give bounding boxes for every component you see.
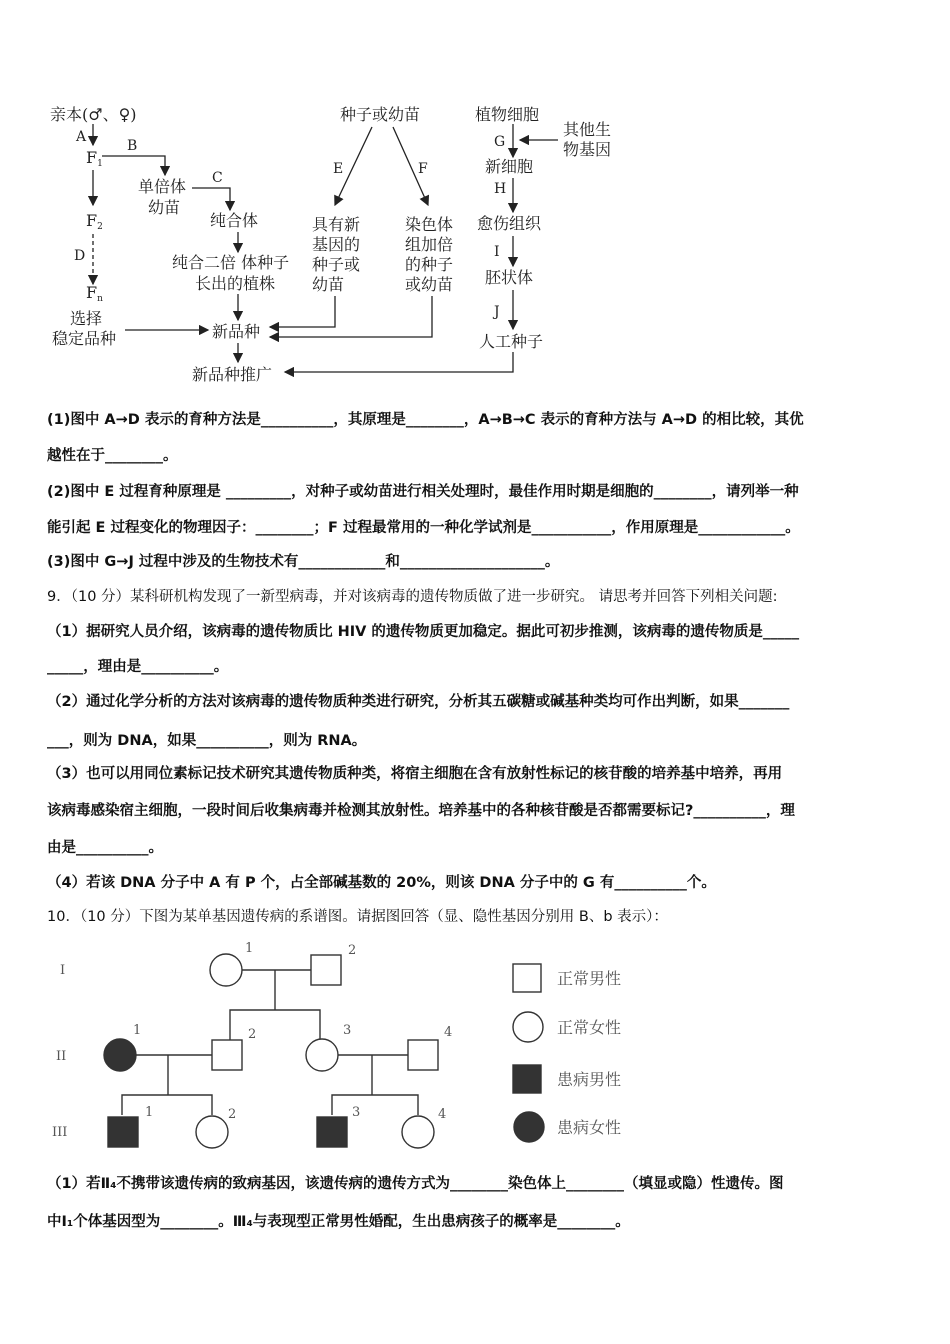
breeding-diagram <box>0 0 950 390</box>
pedigree-chart <box>0 930 950 1160</box>
II3-normal-female <box>306 1039 338 1071</box>
q9-part4-line: （4）若该 DNA 分子中 A 有 P 个，占全部碱基数的 20%，则该 DNA 分子中的 G 有__________个。 <box>47 875 716 891</box>
III4-normal-female <box>402 1116 434 1148</box>
II4-normal-male <box>408 1040 438 1070</box>
diploid-label-2: 长出的植株 <box>195 274 276 293</box>
gen-III-label: III <box>52 1125 68 1140</box>
legend-normal-male: 正常男性 <box>557 969 622 988</box>
legend-normal-male-symbol <box>513 964 541 992</box>
q9-part1-line1: （1）据研究人员介绍，该病毒的遗传物质比 HIV 的遗传物质更加稳定。据此可初步推测，该病毒的遗传物质是_____ <box>47 624 800 640</box>
II2-normal-male <box>212 1040 242 1070</box>
legend-normal-female: 正常女性 <box>557 1018 622 1037</box>
e-result-2: 基因的 <box>312 235 361 254</box>
gen-II-label: II <box>56 1049 67 1064</box>
I1-number: 1 <box>245 941 254 956</box>
III3-affected-male <box>317 1117 347 1147</box>
legend-normal-female-symbol <box>513 1012 543 1042</box>
e-result-3: 种子或 <box>312 255 361 274</box>
q10-heading: 10．（10 分）下图为某单基因遗传病的系谱图。请据图回答（显、隐性基因分别用 B、b 表示）： <box>47 909 668 925</box>
other-gene-2: 物基因 <box>563 140 612 159</box>
legend-affected-female-symbol <box>514 1112 544 1142</box>
legend-affected-female: 患病女性 <box>557 1118 622 1137</box>
II1-affected-female <box>104 1039 136 1071</box>
q9-part3-line2: 该病毒感染宿主细胞，一段时间后收集病毒并检测其放射性。培养基中的各种核苷酸是否都需要标记?__________，理 <box>47 803 795 819</box>
select-label-1: 选择 <box>70 309 103 328</box>
f-result-1: 染色体 <box>405 215 454 234</box>
pure-label: 纯合体 <box>210 211 259 230</box>
f2-label: F2 <box>86 211 103 232</box>
II3-number: 3 <box>343 1023 352 1038</box>
haploid-label-2: 幼苗 <box>148 198 181 217</box>
label-b: B <box>127 138 138 154</box>
q10-part1-line2: 中Ⅰ₁个体基因型为________。Ⅲ₄与表现型正常男性婚配，生出患病孩子的概率是________。 <box>47 1214 630 1230</box>
haploid-label-1: 单倍体 <box>138 177 187 196</box>
label-f: F <box>418 161 428 177</box>
label-a: A <box>76 129 87 145</box>
embryoid-label: 胚状体 <box>485 268 534 287</box>
II4-number: 4 <box>444 1025 453 1040</box>
gen-I-label: I <box>60 963 66 978</box>
parent-label: 亲本(♂、♀) <box>50 105 137 124</box>
II2-number: 2 <box>248 1027 257 1042</box>
artificial-seed-label: 人工种子 <box>479 332 544 351</box>
label-d: D <box>74 248 86 264</box>
q8-part2-line2: 能引起 E 过程变化的物理因子：________；F 过程最常用的一种化学试剂是___________，作用原理是____________。 <box>47 520 800 536</box>
II1-number: 1 <box>133 1023 142 1038</box>
III3-number: 3 <box>352 1105 361 1120</box>
promote-label: 新品种推广 <box>192 365 273 384</box>
I1-normal-female <box>210 954 242 986</box>
plant-cell-label: 植物细胞 <box>475 105 540 124</box>
q8-part3-line: (3)图中 G→J 过程中涉及的生物技术有____________和____________________。 <box>47 554 560 570</box>
legend-affected-male-symbol <box>513 1065 541 1093</box>
label-g: G <box>494 134 506 150</box>
other-gene-1: 其他生 <box>563 120 612 139</box>
new-variety-label: 新品种 <box>212 322 261 341</box>
f-result-3: 的种子 <box>405 255 454 274</box>
q9-part3-line1: （3）也可以用同位素标记技术研究其遗传物质种类，将宿主细胞在含有放射性标记的核苷酸的培养基中培养，再用 <box>47 766 783 782</box>
q8-part1-line2: 越性在于________。 <box>47 448 178 464</box>
III2-normal-female <box>196 1116 228 1148</box>
q9-part2-line2: ___，则为 DNA，如果__________，则为 RNA。 <box>47 733 367 749</box>
I2-number: 2 <box>348 943 357 958</box>
diploid-label-1: 纯合二倍 体种子 <box>172 253 290 272</box>
f-result-4: 或幼苗 <box>405 275 454 294</box>
q9-part3-line3: 由是__________。 <box>47 840 163 856</box>
select-label-2: 稳定品种 <box>52 329 117 348</box>
e-result-4: 幼苗 <box>312 275 345 294</box>
e-result-1: 具有新 <box>312 215 361 234</box>
label-j: J <box>494 304 500 320</box>
q9-part1-line2: _____，理由是__________。 <box>47 659 229 675</box>
q8-part2-line1: (2)图中 E 过程育种原理是 _________，对种子或幼苗进行相关处理时，最佳作用时期是细胞的________，请列举一种 <box>47 484 799 500</box>
seed-label: 种子或幼苗 <box>340 105 421 124</box>
I2-normal-male <box>311 955 341 985</box>
f1-label: F1 <box>86 148 103 169</box>
q8-part1-line1: (1)图中 A→D 表示的育种方法是__________，其原理是________，A→B→C 表示的育种方法与 A→D 的相比较，其优 <box>47 412 804 428</box>
q9-part2-line1: （2）通过化学分析的方法对该病毒的遗传物质种类进行研究，分析其五碳糖或碱基种类均可作出判断，如果_______ <box>47 694 790 710</box>
label-i: I <box>494 244 500 260</box>
III1-affected-male <box>108 1117 138 1147</box>
q10-part1-line1: （1）若Ⅱ₄不携带该遗传病的致病基因，该遗传病的遗传方式为________染色体上________（填显或隐）性遗传。图 <box>47 1176 784 1192</box>
label-h: H <box>494 181 507 197</box>
III1-number: 1 <box>145 1105 154 1120</box>
q9-heading: 9．（10 分）某科研机构发现了一新型病毒，并对该病毒的遗传物质做了进一步研究。 请思考并回答下列相关问题: <box>47 589 778 605</box>
f-result-2: 组加倍 <box>405 235 454 254</box>
new-cell-label: 新细胞 <box>485 157 534 176</box>
label-e: E <box>333 161 344 177</box>
III4-number: 4 <box>438 1107 447 1122</box>
III2-number: 2 <box>228 1107 237 1122</box>
legend-affected-male: 患病男性 <box>557 1070 622 1089</box>
label-c: C <box>212 170 223 186</box>
fn-label: Fn <box>86 283 103 304</box>
callus-label: 愈伤组织 <box>477 214 542 233</box>
